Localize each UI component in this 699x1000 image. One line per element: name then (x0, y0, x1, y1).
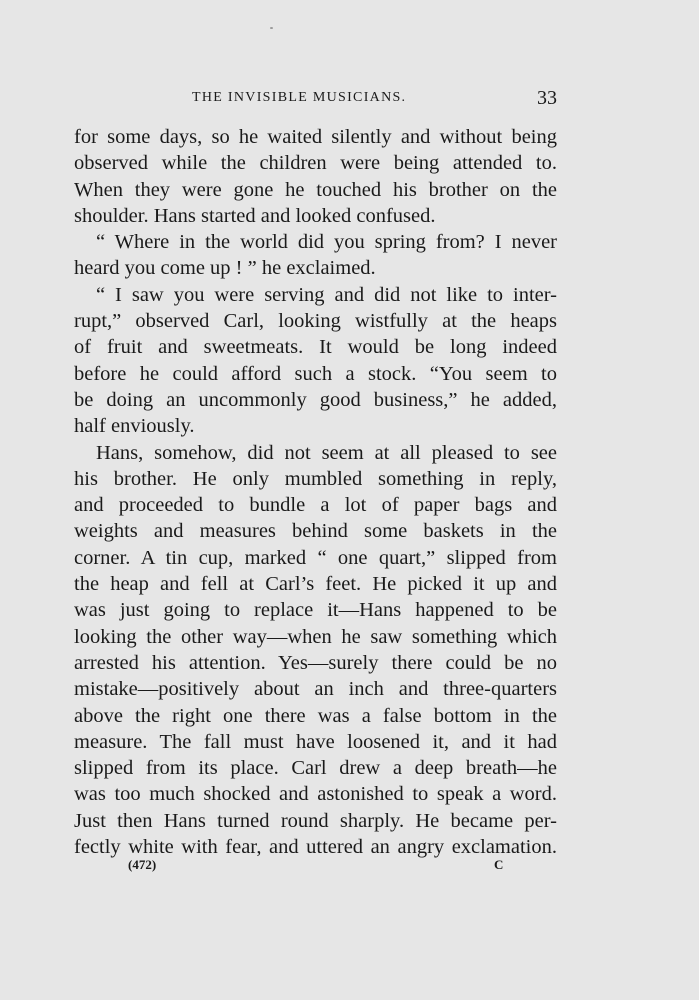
paper-speck (270, 27, 273, 29)
text-line: weights and measures behind some baskets in the (74, 520, 557, 543)
text-line: the heap and fell at Carl’s feet. He picked it up and (74, 573, 557, 596)
text-line: Just then Hans turned round sharply. He became per- (74, 809, 557, 832)
text-line: rupt,” observed Carl, looking wistfully at the heaps (74, 310, 557, 333)
signature-number: (472) (128, 857, 157, 872)
text-line: corner. A tin cup, marked “ one quart,” slipped from (74, 546, 557, 569)
text-line: was just going to replace it—Hans happened to be (74, 599, 557, 622)
signature-mark: C (494, 857, 504, 872)
text-line: When they were gone he touched his brother on the (74, 178, 557, 201)
text-line: half enviously. (74, 415, 195, 438)
text-line: Hans, somehow, did not seem at all pleased to see (96, 441, 557, 464)
text-line: measure. The fall must have loosened it, and it had (74, 730, 557, 753)
text-line: was too much shocked and astonished to speak a word. (74, 783, 557, 806)
text-line: heard you come up ! ” he exclaimed. (74, 257, 376, 280)
text-line: of fruit and sweetmeats. It would be long indeed (74, 336, 557, 359)
text-line: mistake—positively about an inch and three-quarters (74, 678, 557, 701)
text-line: and proceeded to bundle a lot of paper bags and (74, 494, 557, 517)
body-text (74, 124, 557, 860)
text-line: his brother. He only mumbled something in reply, (74, 467, 557, 490)
page-number: 33 (537, 87, 557, 109)
text-line: shoulder. Hans started and looked confused. (74, 204, 436, 227)
text-line: arrested his attention. Yes—surely there could be no (74, 651, 557, 674)
running-head (74, 88, 557, 114)
text-line: slipped from its place. Carl drew a deep breath—he (74, 757, 557, 780)
page-footer (74, 857, 557, 877)
text-line: “ Where in the world did you spring from? I never (96, 231, 557, 254)
text-line: be doing an uncommonly good business,” he added, (74, 388, 557, 411)
text-line: observed while the children were being attended to. (74, 152, 557, 175)
text-line: fectly white with fear, and uttered an angry exclamation. (74, 836, 557, 859)
text-line: “ I saw you were serving and did not like to inter- (96, 283, 557, 306)
running-title: THE INVISIBLE MUSICIANS. (192, 90, 407, 105)
text-line: looking the other way—when he saw something which (74, 625, 557, 648)
text-line: before he could afford such a stock. “You seem to (74, 362, 557, 385)
text-line: above the right one there was a false bottom in the (74, 704, 557, 727)
text-line: for some days, so he waited silently and without being (74, 126, 557, 148)
